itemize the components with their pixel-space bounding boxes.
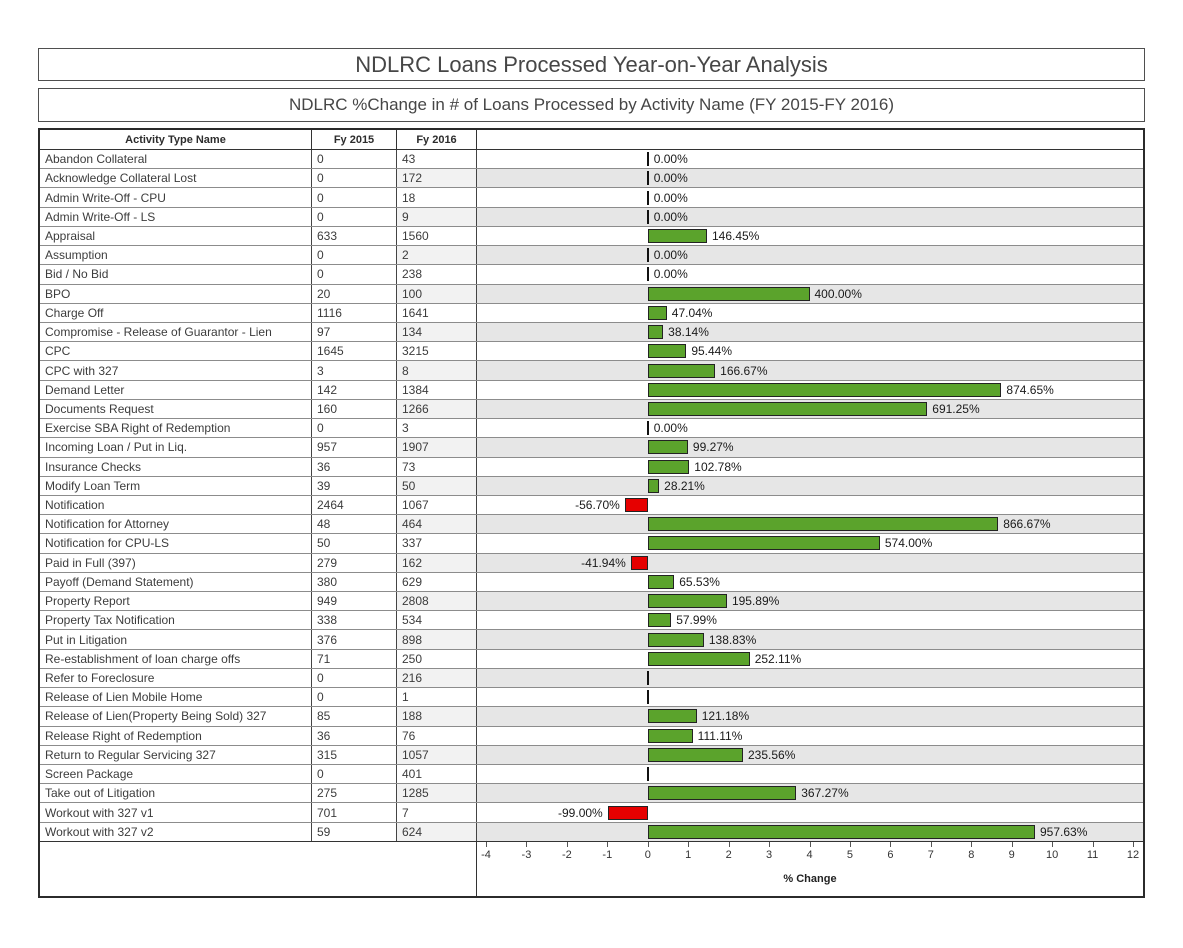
activity-name-cell: Put in Litigation [40,630,312,648]
fy2016-value-cell: 2808 [397,592,477,610]
loans-table [38,128,1145,898]
fy2016-value-cell: 1266 [397,400,477,418]
bar-value-label: 146.45% [711,228,760,243]
bar-value-label: 95.44% [691,344,733,359]
bar-value-label: 235.56% [748,747,796,762]
table-row [40,707,1143,726]
axis-tick-mark [1012,842,1013,847]
fy2015-value-cell: 3 [312,361,397,379]
pct-change-chart-cell [477,707,1143,725]
positive-change-bar[interactable] [648,344,687,358]
pct-change-chart-cell [477,573,1143,591]
activity-name-cell: Modify Loan Term [40,477,312,495]
fy2015-value-cell: 142 [312,381,397,399]
bar-value-label: 691.25% [932,401,980,416]
table-row [40,477,1143,496]
positive-change-bar[interactable] [648,517,998,531]
activity-name-cell: Return to Regular Servicing 327 [40,746,312,764]
bar-value-label: 866.67% [1003,517,1051,532]
bar-value-label: 28.21% [664,478,705,493]
table-body [40,150,1143,842]
table-row [40,554,1143,573]
axis-tick-label: -1 [602,849,613,861]
positive-change-bar[interactable] [648,479,659,493]
fy2015-value-cell: 0 [312,419,397,437]
fy2015-value-cell: 0 [312,208,397,226]
positive-change-bar[interactable] [648,748,743,762]
fy2015-value-cell: 0 [312,246,397,264]
fy2016-value-cell: 3215 [397,342,477,360]
pct-change-chart-cell [477,285,1143,303]
axis-tick-label: -2 [561,849,572,861]
axis-tick-mark [931,842,932,847]
axis-tick-label: -4 [481,849,491,861]
fy2015-value-cell: 2464 [312,496,397,514]
fy2016-value-cell: 18 [397,188,477,206]
activity-name-cell: Take out of Litigation [40,784,312,802]
activity-name-cell: Bid / No Bid [40,265,312,283]
positive-change-bar[interactable] [648,652,750,666]
activity-name-cell: Workout with 327 v1 [40,803,312,821]
table-row [40,227,1143,246]
fy2016-value-cell: 162 [397,554,477,572]
positive-change-bar[interactable] [648,729,693,743]
chart-title: NDLRC %Change in # of Loans Processed by Activity Name (FY 2015-FY 2016) [288,95,895,114]
activity-name-cell: Incoming Loan / Put in Liq. [40,438,312,456]
bar-value-label: 400.00% [814,286,862,301]
table-row [40,688,1143,707]
fy2015-value-cell: 380 [312,573,397,591]
fy2016-value-cell: 1560 [397,227,477,245]
activity-name-cell: Acknowledge Collateral Lost [40,169,312,187]
negative-change-bar[interactable] [625,498,648,512]
fy2015-value-cell: 160 [312,400,397,418]
fy2016-value-cell: 3 [397,419,477,437]
pct-change-chart-cell [477,169,1143,187]
pct-change-chart-cell [477,746,1143,764]
bar-value-label: 121.18% [701,709,750,724]
pct-change-chart-cell [477,592,1143,610]
table-row [40,304,1143,323]
zero-tick-mark[interactable] [647,248,649,262]
bar-value-label: 57.99% [676,613,717,628]
activity-name-cell: Release of Lien(Property Being Sold) 327 [40,707,312,725]
fy2015-value-cell: 20 [312,285,397,303]
pct-change-chart-cell [477,265,1143,283]
fy2015-value-cell: 957 [312,438,397,456]
axis-row [40,842,1143,896]
table-row [40,784,1143,803]
table-row [40,765,1143,784]
table-row [40,381,1143,400]
fy2015-value-cell: 376 [312,630,397,648]
bar-value-label: 138.83% [708,632,757,647]
table-row [40,496,1143,515]
axis-tick-mark [688,842,689,847]
header-activity-type-name: Activity Type Name [40,130,312,149]
fy2015-value-cell: 949 [312,592,397,610]
activity-name-cell: Appraisal [40,227,312,245]
fy2015-value-cell: 0 [312,150,397,168]
positive-change-bar[interactable] [648,575,674,589]
activity-name-cell: Abandon Collateral [40,150,312,168]
axis-tick-mark [810,842,811,847]
table-row [40,515,1143,534]
axis-tick-mark [567,842,568,847]
pct-change-chart-cell [477,611,1143,629]
fy2015-value-cell: 1116 [312,304,397,322]
axis-tick-label: 7 [927,849,934,861]
axis-tick-mark [850,842,851,847]
chart-title-box [38,88,1145,122]
fy2016-value-cell: 172 [397,169,477,187]
activity-name-cell: Payoff (Demand Statement) [40,573,312,591]
table-row [40,803,1143,822]
fy2016-value-cell: 43 [397,150,477,168]
activity-name-cell: Demand Letter [40,381,312,399]
fy2015-value-cell: 50 [312,534,397,552]
fy2015-value-cell: 59 [312,823,397,841]
pct-change-chart-cell [477,400,1143,418]
x-axis [477,842,1143,896]
pct-change-chart-cell [477,304,1143,322]
activity-name-cell: Compromise - Release of Guarantor - Lien [40,323,312,341]
fy2016-value-cell: 1 [397,688,477,706]
zero-tick-mark[interactable] [647,767,649,781]
fy2015-value-cell: 0 [312,265,397,283]
fy2015-value-cell: 633 [312,227,397,245]
axis-tick-mark [971,842,972,847]
fy2016-value-cell: 2 [397,246,477,264]
fy2015-value-cell: 1645 [312,342,397,360]
activity-name-cell: Insurance Checks [40,458,312,476]
pct-change-chart-cell [477,515,1143,533]
fy2016-value-cell: 1641 [397,304,477,322]
axis-tick-label: 9 [1008,849,1015,861]
pct-change-chart-cell [477,438,1143,456]
axis-tick-mark [769,842,770,847]
table-row [40,246,1143,265]
page-title: NDLRC Loans Processed Year-on-Year Analysis [355,51,828,77]
activity-name-cell: CPC with 327 [40,361,312,379]
pct-change-chart-cell [477,477,1143,495]
bar-value-label: 65.53% [679,574,720,589]
header-fy2016: Fy 2016 [397,130,477,149]
fy2016-value-cell: 1285 [397,784,477,802]
table-row [40,419,1143,438]
activity-name-cell: Documents Request [40,400,312,418]
bar-value-label: 38.14% [668,325,709,340]
bar-value-label: 0.00% [653,171,688,186]
fy2015-value-cell: 36 [312,458,397,476]
bar-value-label: 0.00% [653,421,688,436]
axis-tick-mark [729,842,730,847]
activity-name-cell: Refer to Foreclosure [40,669,312,687]
fy2016-value-cell: 1057 [397,746,477,764]
table-header-row [40,130,1143,150]
fy2016-value-cell: 534 [397,611,477,629]
axis-tick-label: 4 [806,849,813,861]
fy2016-value-cell: 216 [397,669,477,687]
table-row [40,285,1143,304]
positive-change-bar[interactable] [648,633,704,647]
table-row [40,169,1143,188]
pct-change-chart-cell [477,688,1143,706]
positive-change-bar[interactable] [648,613,671,627]
table-row [40,438,1143,457]
pct-change-chart-cell [477,727,1143,745]
table-row [40,650,1143,669]
bar-value-label: 0.00% [653,190,688,205]
pct-change-chart-cell [477,554,1143,572]
axis-tick-mark [526,842,527,847]
table-row [40,592,1143,611]
table-row [40,573,1143,592]
bar-value-label: 111.11% [697,728,743,743]
positive-change-bar[interactable] [648,229,707,243]
pct-change-chart-cell [477,496,1143,514]
activity-name-cell: Paid in Full (397) [40,554,312,572]
axis-tick-mark [648,842,649,847]
zero-tick-mark[interactable] [647,671,649,685]
activity-name-cell: Notification for Attorney [40,515,312,533]
axis-tick-mark [1052,842,1053,847]
fy2016-value-cell: 250 [397,650,477,668]
fy2016-value-cell: 238 [397,265,477,283]
bar-value-label: 252.11% [754,651,802,666]
pct-change-chart-cell [477,227,1143,245]
zero-tick-mark[interactable] [647,210,649,224]
positive-change-bar[interactable] [648,364,715,378]
pct-change-chart-cell [477,650,1143,668]
fy2016-value-cell: 7 [397,803,477,821]
pct-change-chart-cell [477,381,1143,399]
fy2015-value-cell: 36 [312,727,397,745]
fy2016-value-cell: 1384 [397,381,477,399]
fy2016-value-cell: 50 [397,477,477,495]
axis-tick-mark [1133,842,1134,847]
header-fy2015: Fy 2015 [312,130,397,149]
activity-name-cell: Property Tax Notification [40,611,312,629]
pct-change-chart-cell [477,765,1143,783]
positive-change-bar[interactable] [648,536,880,550]
pct-change-chart-cell [477,630,1143,648]
fy2016-value-cell: 9 [397,208,477,226]
fy2015-value-cell: 279 [312,554,397,572]
fy2016-value-cell: 100 [397,285,477,303]
bar-value-label: 574.00% [884,536,933,551]
table-row [40,361,1143,380]
zero-tick-mark[interactable] [647,267,649,281]
fy2016-value-cell: 73 [397,458,477,476]
table-row [40,323,1143,342]
axis-tick-label: 2 [725,849,732,861]
axis-tick-label: 11 [1086,849,1099,861]
activity-name-cell: Exercise SBA Right of Redemption [40,419,312,437]
axis-tick-label: 5 [846,849,853,861]
axis-tick-mark [607,842,608,847]
bar-value-label: 0.00% [653,209,688,224]
activity-name-cell: Release Right of Redemption [40,727,312,745]
activity-name-cell: BPO [40,285,312,303]
pct-change-chart-cell [477,188,1143,206]
table-row [40,669,1143,688]
bar-value-label: 367.27% [801,786,849,801]
table-row [40,534,1143,553]
positive-change-bar[interactable] [648,402,928,416]
fy2016-value-cell: 898 [397,630,477,648]
bar-value-label: 957.63% [1039,824,1088,839]
activity-name-cell: Release of Lien Mobile Home [40,688,312,706]
fy2016-value-cell: 624 [397,823,477,841]
table-row [40,265,1143,284]
table-row [40,458,1143,477]
pct-change-chart-cell [477,803,1143,821]
fy2015-value-cell: 275 [312,784,397,802]
negative-change-bar[interactable] [631,556,648,570]
activity-name-cell: Property Report [40,592,312,610]
table-row [40,150,1143,169]
fy2016-value-cell: 134 [397,323,477,341]
axis-tick-label: 6 [887,849,894,861]
table-row [40,188,1143,207]
axis-tick-label: 0 [644,849,651,861]
bar-value-label: -99.00% [558,805,603,820]
bar-value-label: 0.00% [653,248,688,263]
axis-tick-mark [890,842,891,847]
fy2015-value-cell: 97 [312,323,397,341]
fy2015-value-cell: 0 [312,669,397,687]
activity-name-cell: Assumption [40,246,312,264]
fy2016-value-cell: 464 [397,515,477,533]
activity-name-cell: Charge Off [40,304,312,322]
x-axis-title: % Change [783,873,837,885]
fy2015-value-cell: 338 [312,611,397,629]
axis-tick-label: 8 [968,849,975,861]
fy2016-value-cell: 337 [397,534,477,552]
table-row [40,630,1143,649]
fy2016-value-cell: 1907 [397,438,477,456]
positive-change-bar[interactable] [648,306,667,320]
pct-change-chart-cell [477,419,1143,437]
table-row [40,342,1143,361]
bar-value-label: 0.00% [653,152,688,167]
pct-change-chart-cell [477,823,1143,841]
axis-tick-label: 1 [685,849,692,861]
activity-name-cell: Workout with 327 v2 [40,823,312,841]
bar-value-label: -56.70% [575,498,620,513]
activity-name-cell: Re-establishment of loan charge offs [40,650,312,668]
fy2016-value-cell: 629 [397,573,477,591]
activity-name-cell: CPC [40,342,312,360]
fy2015-value-cell: 701 [312,803,397,821]
positive-change-bar[interactable] [648,383,1002,397]
zero-tick-mark[interactable] [647,690,649,704]
pct-change-chart-cell [477,246,1143,264]
table-row [40,208,1143,227]
bar-value-label: 102.78% [694,459,742,474]
bar-value-label: 166.67% [720,363,768,378]
table-row [40,823,1143,842]
axis-tick-label: 10 [1046,849,1059,861]
activity-name-cell: Screen Package [40,765,312,783]
axis-tick-label: 3 [766,849,773,861]
zero-tick-mark[interactable] [647,152,649,166]
negative-change-bar[interactable] [608,806,648,820]
bar-value-label: -41.94% [581,555,626,570]
fy2015-value-cell: 0 [312,169,397,187]
positive-change-bar[interactable] [648,786,797,800]
bar-value-label: 874.65% [1006,382,1054,397]
axis-tick-label: -3 [521,849,532,861]
activity-name-cell: Admin Write-Off - LS [40,208,312,226]
axis-left-empty-cell [40,842,477,896]
positive-change-bar[interactable] [648,709,697,723]
table-row [40,746,1143,765]
pct-change-chart-cell [477,669,1143,687]
positive-change-bar[interactable] [648,325,663,339]
axis-tick-mark [1093,842,1094,847]
pct-change-chart-cell [477,361,1143,379]
fy2015-value-cell: 71 [312,650,397,668]
positive-change-bar[interactable] [648,460,690,474]
pct-change-chart-cell [477,534,1143,552]
table-row [40,727,1143,746]
bar-value-label: 47.04% [671,305,713,320]
fy2015-value-cell: 48 [312,515,397,533]
fy2015-value-cell: 0 [312,188,397,206]
header-chart-spacer [477,130,1143,149]
fy2015-value-cell: 85 [312,707,397,725]
activity-name-cell: Admin Write-Off - CPU [40,188,312,206]
fy2015-value-cell: 315 [312,746,397,764]
pct-change-chart-cell [477,323,1143,341]
axis-tick-mark [486,842,487,847]
fy2016-value-cell: 188 [397,707,477,725]
activity-name-cell: Notification for CPU-LS [40,534,312,552]
table-row [40,400,1143,419]
pct-change-chart-cell [477,150,1143,168]
pct-change-chart-cell [477,208,1143,226]
positive-change-bar[interactable] [648,440,688,454]
zero-tick-mark[interactable] [647,171,649,185]
positive-change-bar[interactable] [648,825,1035,839]
pct-change-chart-cell [477,342,1143,360]
fy2015-value-cell: 0 [312,688,397,706]
fy2016-value-cell: 401 [397,765,477,783]
fy2015-value-cell: 39 [312,477,397,495]
bar-value-label: 0.00% [653,267,688,282]
table-row [40,611,1143,630]
activity-name-cell: Notification [40,496,312,514]
pct-change-chart-cell [477,784,1143,802]
fy2016-value-cell: 1067 [397,496,477,514]
fy2016-value-cell: 8 [397,361,477,379]
zero-tick-mark[interactable] [647,191,649,205]
bar-value-label: 195.89% [731,594,780,609]
zero-tick-mark[interactable] [647,421,649,435]
positive-change-bar[interactable] [648,287,810,301]
dashboard-title-box [38,48,1145,81]
fy2016-value-cell: 76 [397,727,477,745]
bar-value-label: 99.27% [692,440,734,455]
fy2015-value-cell: 0 [312,765,397,783]
pct-change-chart-cell [477,458,1143,476]
axis-tick-label: 12 [1126,849,1140,861]
positive-change-bar[interactable] [648,594,727,608]
